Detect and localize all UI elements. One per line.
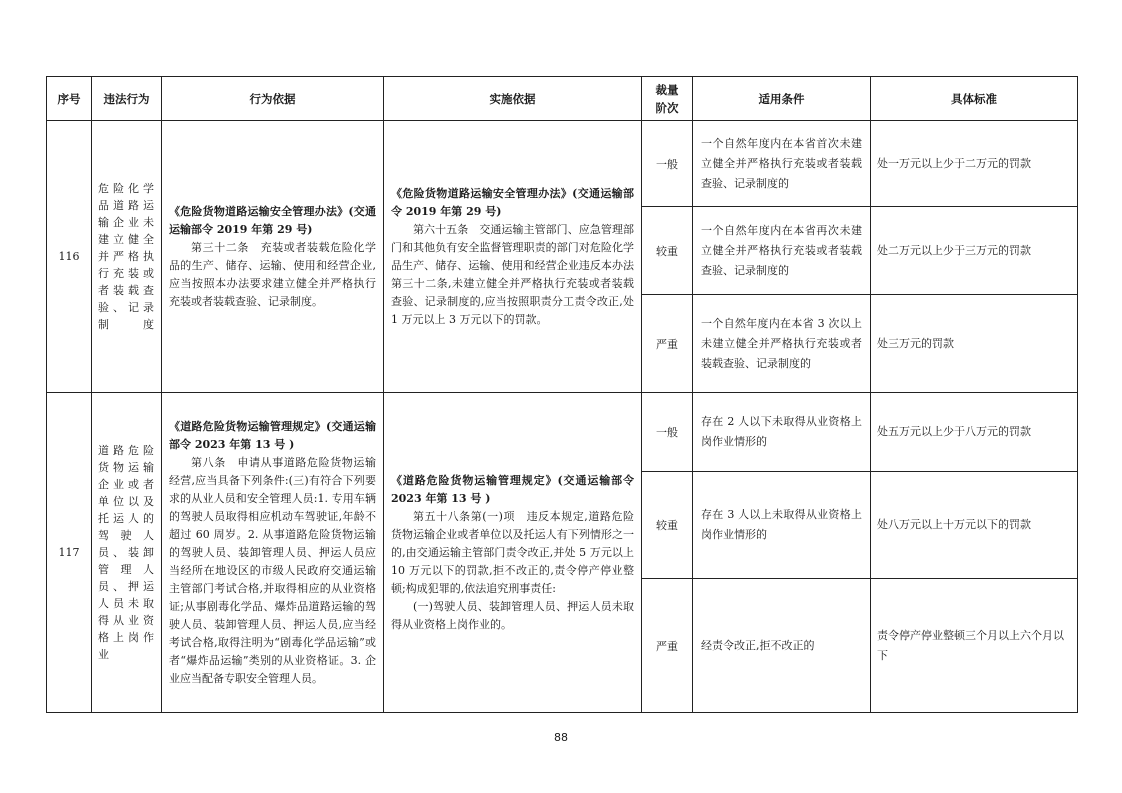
impl-law-article: 第六十五条 交通运输主管部门、应急管理部门和其他负有安全监督管理职责的部门对危险化学品生产、储存、运输、使用和经营企业违反本办法第三十二条,未建立健全并严格执行充装或者装载查验、记录制度的,应当按照职责分工责令改正,处 1 万元以上 3 万元以下的罚款。	[391, 222, 634, 326]
impl-law-article: 第五十八条第(一)项 违反本规定,道路危险货物运输企业或者单位以及托运人有下列情形之一的,由交通运输主管部门责令改正,并处 5 万元以上 10 万元以下的罚款,拒不改正的,责令停产停业整顿;构成犯罪的,依法追究刑事责任:	[391, 509, 634, 595]
row-violation: 道路危险货物运输企业或者单位以及托运人的驾驶人员、装卸管理人员、押运人员未取得从业资格上岗作业	[92, 393, 162, 713]
standard-cell: 处五万元以上少于八万元的罚款	[871, 393, 1078, 472]
impl-law-item: (一)驾驶人员、装卸管理人员、押运人员未取得从业资格上岗作业的。	[391, 599, 634, 631]
header-level-line1: 裁量	[655, 82, 679, 97]
standard-cell: 处二万元以上少于三万元的罚款	[871, 207, 1078, 295]
condition-cell: 一个自然年度内在本省首次未建立健全并严格执行充装或者装载查验、记录制度的	[693, 121, 871, 207]
level-severe: 严重	[642, 579, 693, 713]
table-row	[47, 121, 1078, 207]
row-seq: 116	[47, 121, 92, 393]
table-header-row	[47, 77, 1078, 121]
header-specific-standard: 具体标准	[871, 77, 1078, 121]
impl-law-title: 《危险货物道路运输安全管理办法》(交通运输部令 2019 年第 29 号)	[391, 186, 634, 218]
basis-law-title: 《危险货物道路运输安全管理办法》(交通运输部令 2019 年第 29 号)	[169, 204, 376, 236]
condition-cell: 经责令改正,拒不改正的	[693, 579, 871, 713]
header-level-line2: 阶次	[655, 100, 679, 115]
header-seq: 序号	[47, 77, 92, 121]
level-serious: 较重	[642, 207, 693, 295]
row-violation: 危险化学品道路运输企业未建立健全并严格执行充装或者装载查验、记录制度	[92, 121, 162, 393]
standard-cell: 处八万元以上十万元以下的罚款	[871, 472, 1078, 579]
impl-law-title: 《道路危险货物运输管理规定》(交通运输部令 2023 年第 13 号 )	[391, 473, 634, 505]
header-behavior-basis: 行为依据	[162, 77, 384, 121]
penalty-discretion-table	[46, 76, 1078, 713]
condition-cell: 存在 2 人以下未取得从业资格上岗作业情形的	[693, 393, 871, 472]
basis-law-title: 《道路危险货物运输管理规定》(交通运输部令 2023 年第 13 号 )	[169, 419, 376, 451]
level-serious: 较重	[642, 472, 693, 579]
row-behavior-basis	[162, 121, 384, 393]
header-applicable-conditions: 适用条件	[693, 77, 871, 121]
basis-law-article: 第八条 申请从事道路危险货物运输经营,应当具备下列条件:(三)有符合下列要求的从业人员和安全管理人员:1. 专用车辆的驾驶人员取得相应机动车驾驶证,年龄不超过 60 周岁。2. 从事道路危险货物运输的驾驶人员、装卸管理人员、押运人员应当经所在地设区的市级人民政府交通运输主管部门考试合格,并取得相应的从业资格证;从事剧毒化学品、爆炸品道路运输的驾驶人员、装卸管理人员、押运人员,应当经考试合格,取得注明为“剧毒化学品运输”或者“爆炸品运输”类别的从业资格证。3. 企业应当配备专职安全管理人员。	[169, 455, 376, 685]
condition-cell: 一个自然年度内在本省再次未建立健全并严格执行充装或者装载查验、记录制度的	[693, 207, 871, 295]
standard-cell: 处一万元以上少于二万元的罚款	[871, 121, 1078, 207]
level-general: 一般	[642, 393, 693, 472]
row-implementation-basis	[384, 121, 642, 393]
header-violation: 违法行为	[92, 77, 162, 121]
standard-cell: 责令停产停业整顿三个月以上六个月以下	[871, 579, 1078, 713]
table-row	[47, 393, 1078, 472]
basis-law-article: 第三十二条 充装或者装载危险化学品的生产、储存、运输、使用和经营企业,应当按照本办法要求建立健全并严格执行充装或者装载查验、记录制度。	[169, 240, 376, 308]
level-severe: 严重	[642, 295, 693, 393]
header-discretion-level	[642, 77, 693, 121]
header-implementation-basis: 实施依据	[384, 77, 642, 121]
standard-cell: 处三万元的罚款	[871, 295, 1078, 393]
row-implementation-basis	[384, 393, 642, 713]
condition-cell: 一个自然年度内在本省 3 次以上未建立健全并严格执行充装或者装载查验、记录制度的	[693, 295, 871, 393]
row-behavior-basis	[162, 393, 384, 713]
row-seq: 117	[47, 393, 92, 713]
page-number: 88	[554, 731, 568, 744]
condition-cell: 存在 3 人以上未取得从业资格上岗作业情形的	[693, 472, 871, 579]
level-general: 一般	[642, 121, 693, 207]
